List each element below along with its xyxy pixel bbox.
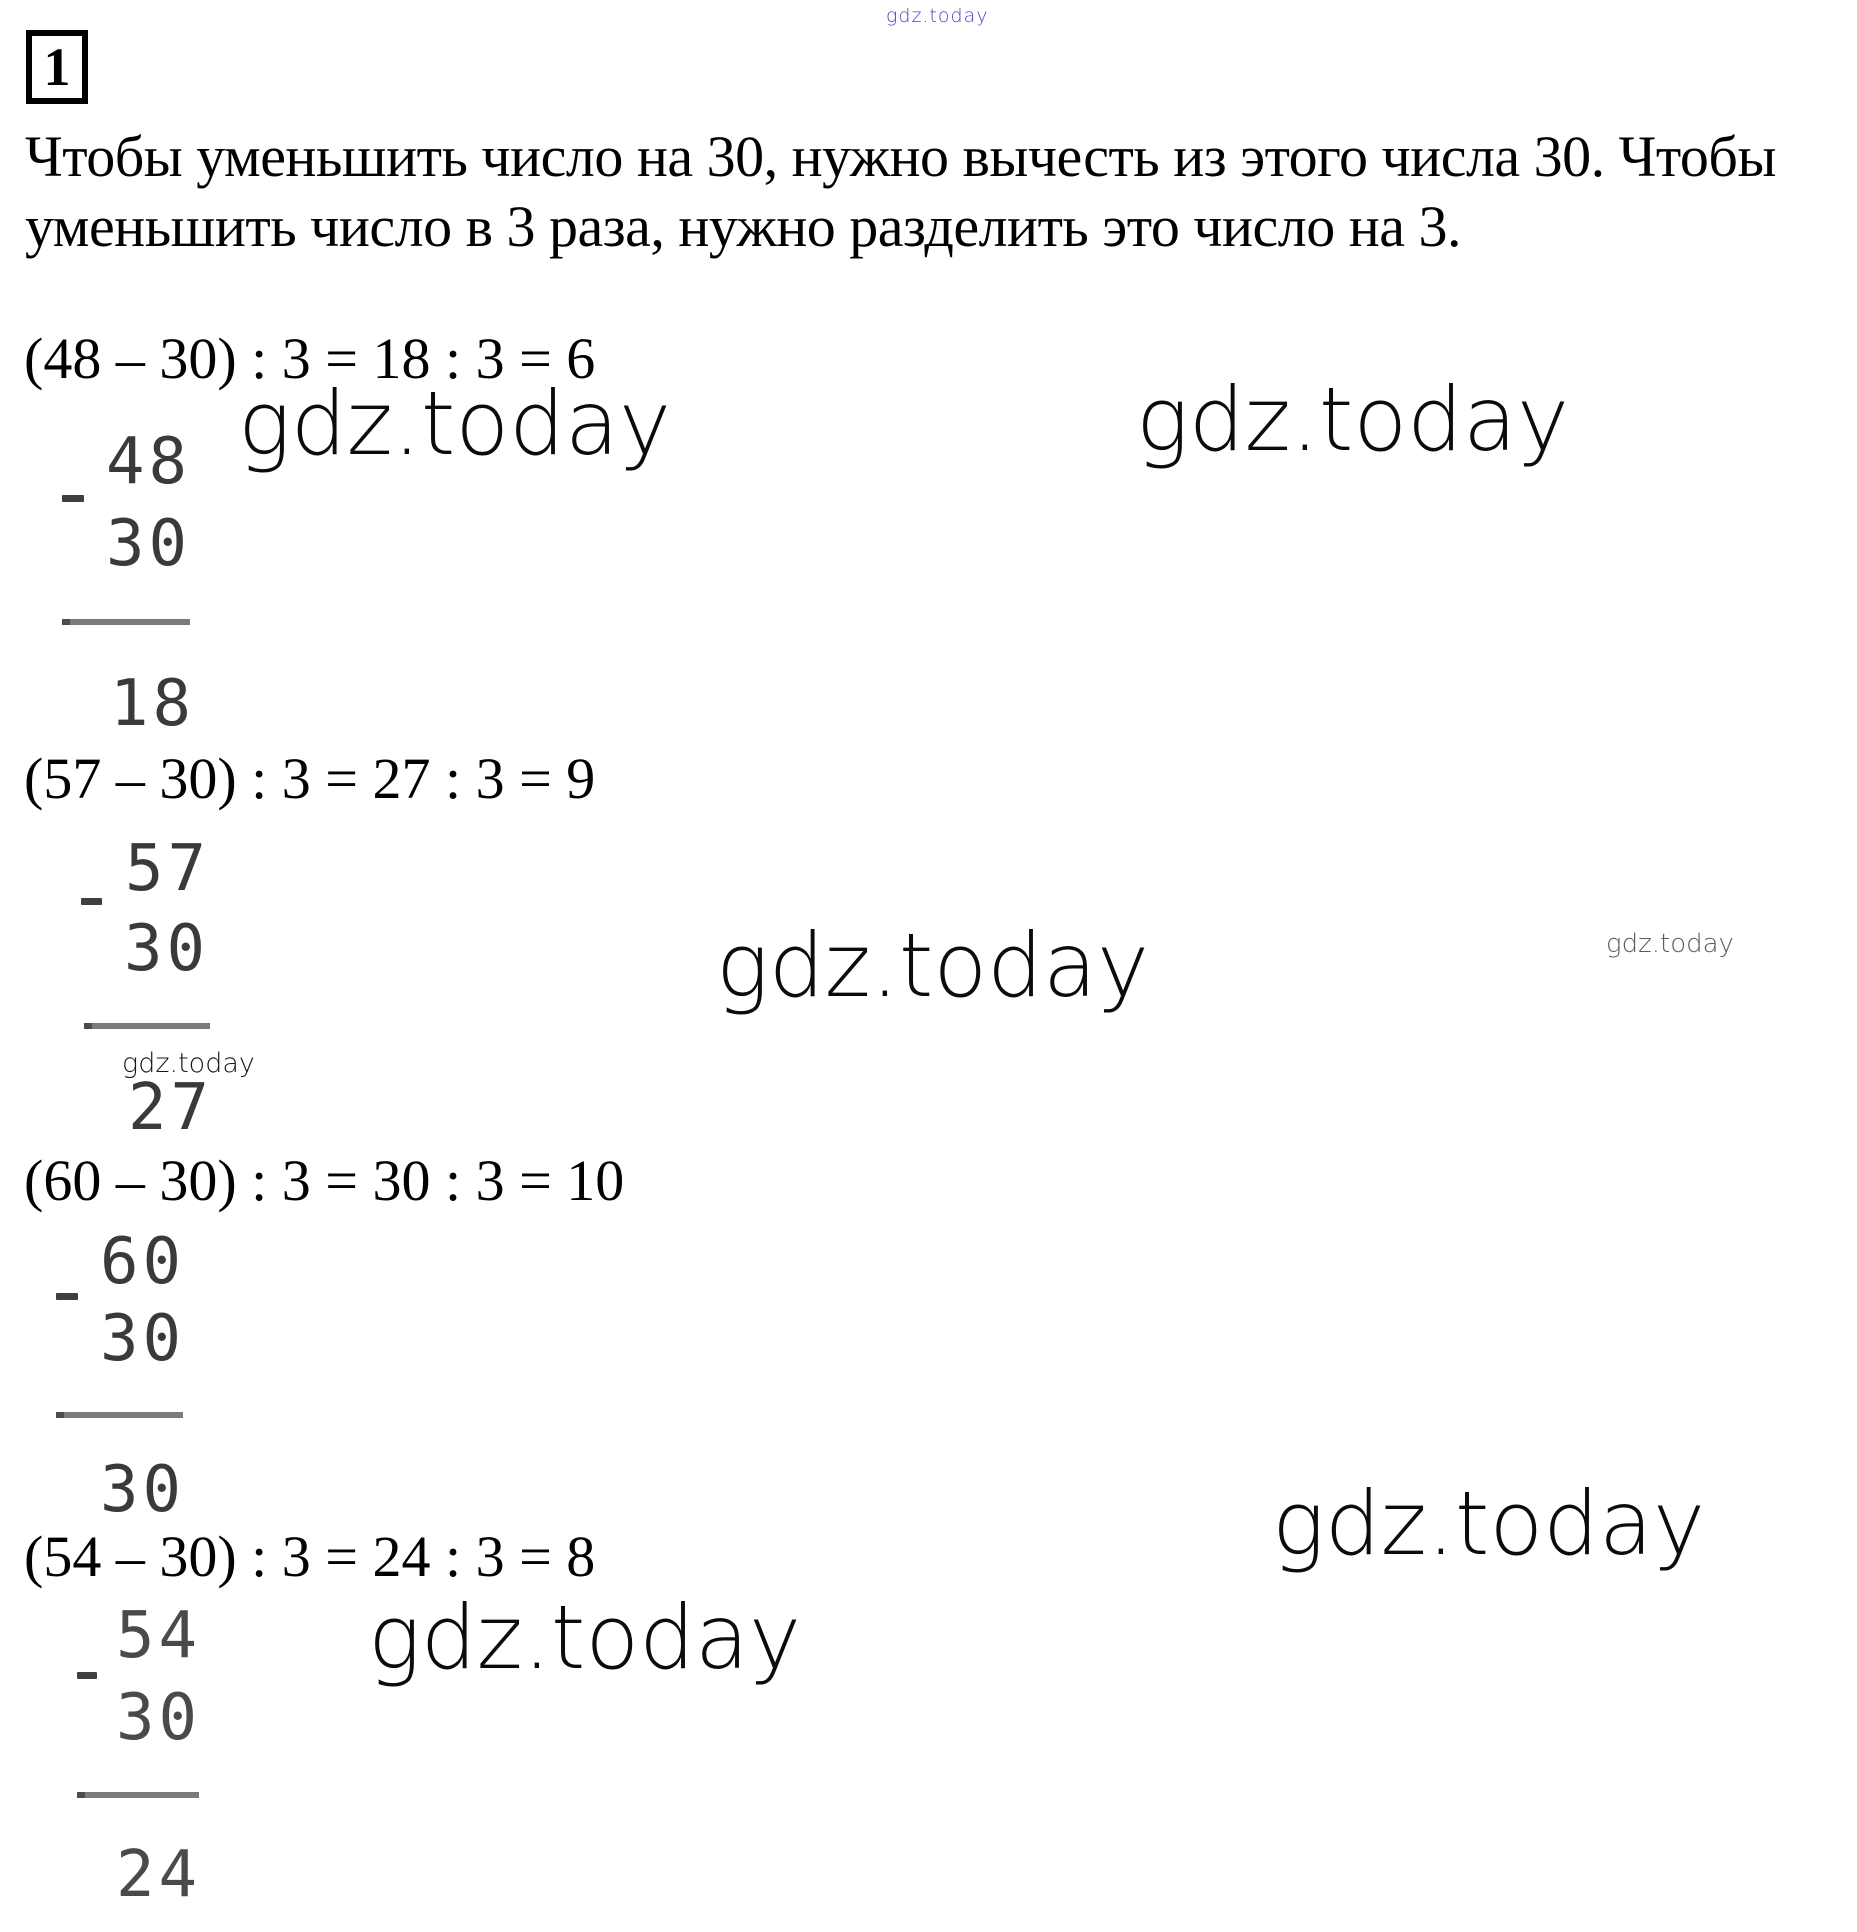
subtraction-rule-1 [62,619,190,625]
watermark-gdz-small-gray: gdz.today [1606,929,1734,959]
equation-1: (48 – 30) : 3 = 18 : 3 = 6 [24,326,596,391]
equation-2: (57 – 30) : 3 = 27 : 3 = 9 [24,746,596,811]
task-number: 1 [43,37,71,97]
subtraction-rule-2 [84,1023,210,1029]
watermark-gdz-bottom-center: gdz.today [368,1586,802,1689]
watermark-gdz-row1-left: gdz.today [238,372,672,475]
watermark-gdz-bottom-right: gdz.today [1272,1472,1706,1575]
column-1-difference: 18 [110,667,196,741]
column-4-minuend: 54 [116,1599,202,1673]
column-3-difference: 30 [100,1453,186,1527]
watermark-gdz-top: gdz.today [886,5,989,27]
equation-3: (60 – 30) : 3 = 30 : 3 = 10 [24,1148,625,1213]
minus-sign-3 [56,1293,78,1300]
minus-sign-1 [62,495,84,502]
minus-sign-4 [77,1672,97,1679]
subtraction-rule-4 [77,1792,199,1798]
column-3-minuend: 60 [100,1225,186,1299]
column-3-subtrahend: 30 [100,1302,186,1376]
subtraction-rule-3 [56,1412,183,1418]
column-2-difference: 27 [128,1071,214,1145]
column-2-subtrahend: 30 [124,912,210,986]
column-1-subtrahend: 30 [106,507,192,581]
column-4-difference: 24 [116,1838,202,1912]
watermark-gdz-middle: gdz.today [716,914,1150,1017]
watermark-gdz-small-block2: gdz.today [122,1048,255,1079]
watermark-gdz-row1-right: gdz.today [1136,368,1570,471]
equation-4: (54 – 30) : 3 = 24 : 3 = 8 [24,1524,596,1589]
column-2-minuend: 57 [125,832,211,906]
column-1-minuend: 48 [106,425,192,499]
column-4-subtrahend: 30 [116,1681,202,1755]
minus-sign-2 [81,898,102,905]
task-number-box [26,30,88,104]
explanation-text: Чтобы уменьшить число на 30, нужно вычесть из этого числа 30. Чтобы уменьшить число в 3 раза, нужно разделить это число на 3. [25,124,1776,259]
